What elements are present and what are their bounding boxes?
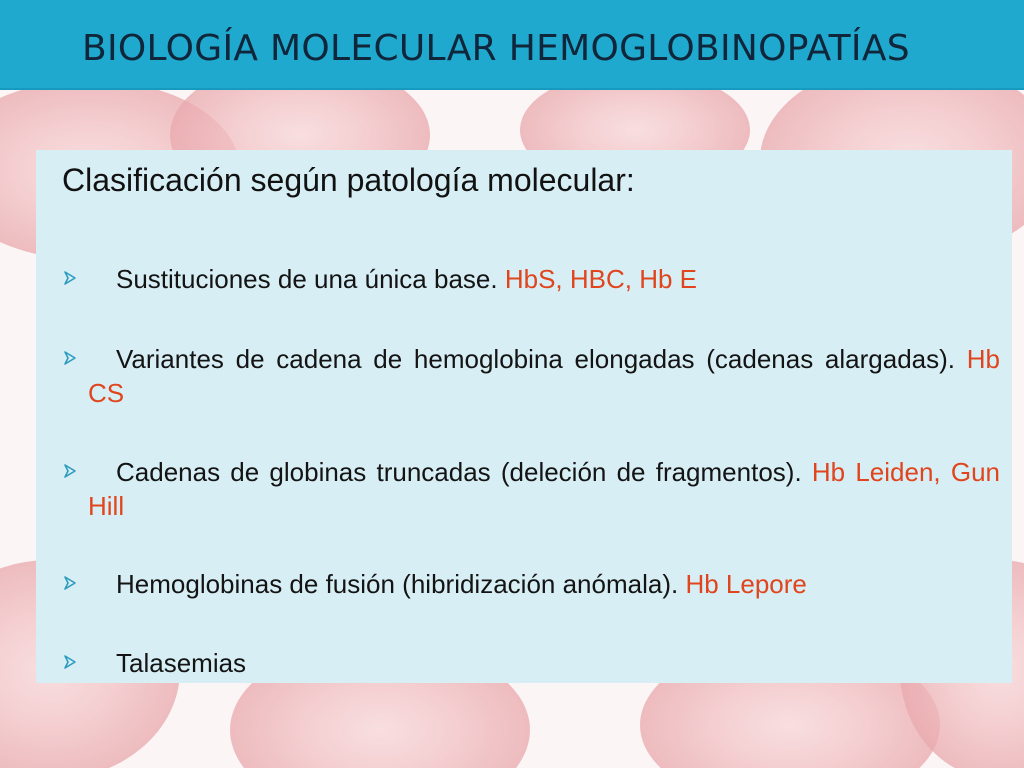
- arrow-bullet-icon: [62, 463, 78, 479]
- list-item: [62, 342, 1000, 410]
- list-item-text: Sustituciones de una única base.: [116, 264, 498, 294]
- content-box: [36, 150, 1012, 683]
- list-item-text: Cadenas de globinas truncadas (deleción de fragmentos).: [116, 457, 802, 487]
- list-item-text: Hemoglobinas de fusión (hibridización anómala).: [116, 569, 679, 599]
- list-item: [62, 567, 1000, 601]
- section-heading: Clasificación según patología molecular:: [62, 162, 635, 198]
- arrow-bullet-icon: [62, 350, 78, 366]
- list-item-highlight: HbS, HBC, Hb E: [504, 264, 698, 294]
- list-item-text: Variantes de cadena de hemoglobina elongadas (cadenas alargadas).: [116, 344, 956, 374]
- list-item-highlight: Hb Leiden, Gun Hill: [88, 457, 1000, 521]
- slide-title: BIOLOGÍA MOLECULAR HEMOGLOBINOPATÍAS: [82, 28, 910, 69]
- list-item-highlight: Hb CS: [88, 344, 1000, 408]
- list-item: [62, 646, 1000, 680]
- arrow-bullet-icon: [62, 270, 78, 286]
- title-bar: [0, 0, 1024, 90]
- list-item: [62, 262, 1000, 296]
- list-item-highlight: Hb Lepore: [685, 569, 807, 599]
- arrow-bullet-icon: [62, 654, 78, 670]
- list-item-text: Talasemias: [116, 648, 247, 678]
- arrow-bullet-icon: [62, 575, 78, 591]
- list-item: [62, 455, 1000, 523]
